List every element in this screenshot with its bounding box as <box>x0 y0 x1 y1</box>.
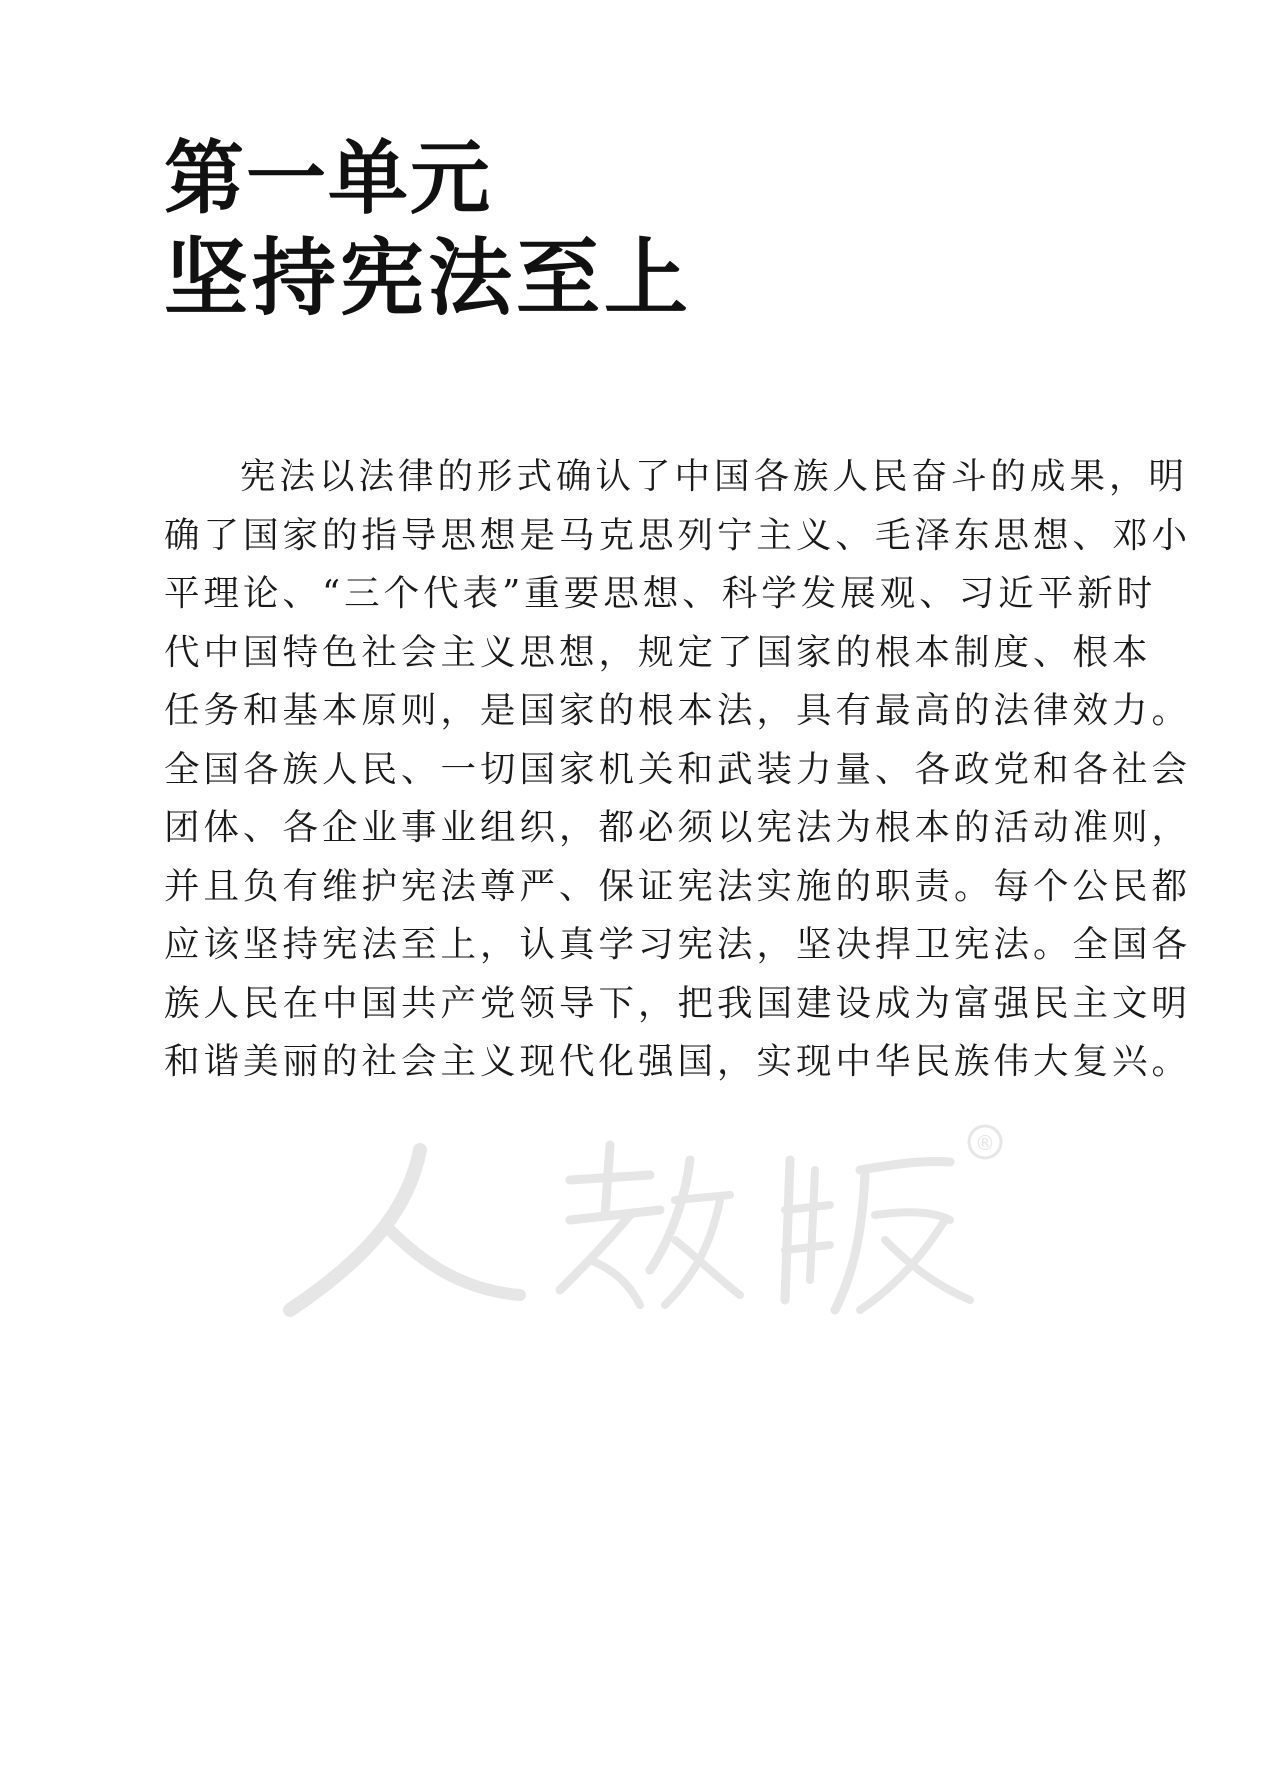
paragraph-line: 代中国特色社会主义思想，规定了国家的根本制度、根本 <box>164 631 1152 673</box>
paragraph-line: 全国各族人民、一切国家机关和武装力量、各政党和各社会 <box>164 748 1192 790</box>
paragraph-line: 并且负有维护宪法尊严、保证宪法实施的职责。每个公民都 <box>164 865 1192 907</box>
publisher-watermark-logo <box>270 1120 1010 1340</box>
unit-heading <box>164 130 1064 330</box>
paragraph-line: 确了国家的指导思想是马克思列宁主义、毛泽东思想、邓小 <box>164 514 1192 556</box>
paragraph-line: 团体、各企业事业组织，都必须以宪法为根本的活动准则， <box>164 807 1192 848</box>
unit-number: 第一单元 <box>164 131 492 225</box>
intro-paragraph <box>164 448 1192 1092</box>
paragraph-line: 平理论、“三个代表”重要思想、科学发展观、习近平新时 <box>164 573 1157 614</box>
unit-title: 坚持宪法至上 <box>164 228 693 327</box>
paragraph-line: 宪法以法律的形式确认了中国各族人民奋斗的成果，明 <box>240 456 1189 497</box>
paragraph-line: 任务和基本原则，是国家的根本法，具有最高的法律效力。 <box>164 690 1192 731</box>
watermark-registered-mark: ® <box>975 1131 995 1155</box>
paragraph-line: 族人民在中国共产党领导下，把我国建设成为富强民主文明 <box>164 982 1192 1024</box>
paragraph-line: 应该坚持宪法至上，认真学习宪法，坚决捍卫宪法。全国各 <box>164 924 1192 965</box>
paragraph-line: 和谐美丽的社会主义现代化强国，实现中华民族伟大复兴。 <box>164 1041 1192 1082</box>
